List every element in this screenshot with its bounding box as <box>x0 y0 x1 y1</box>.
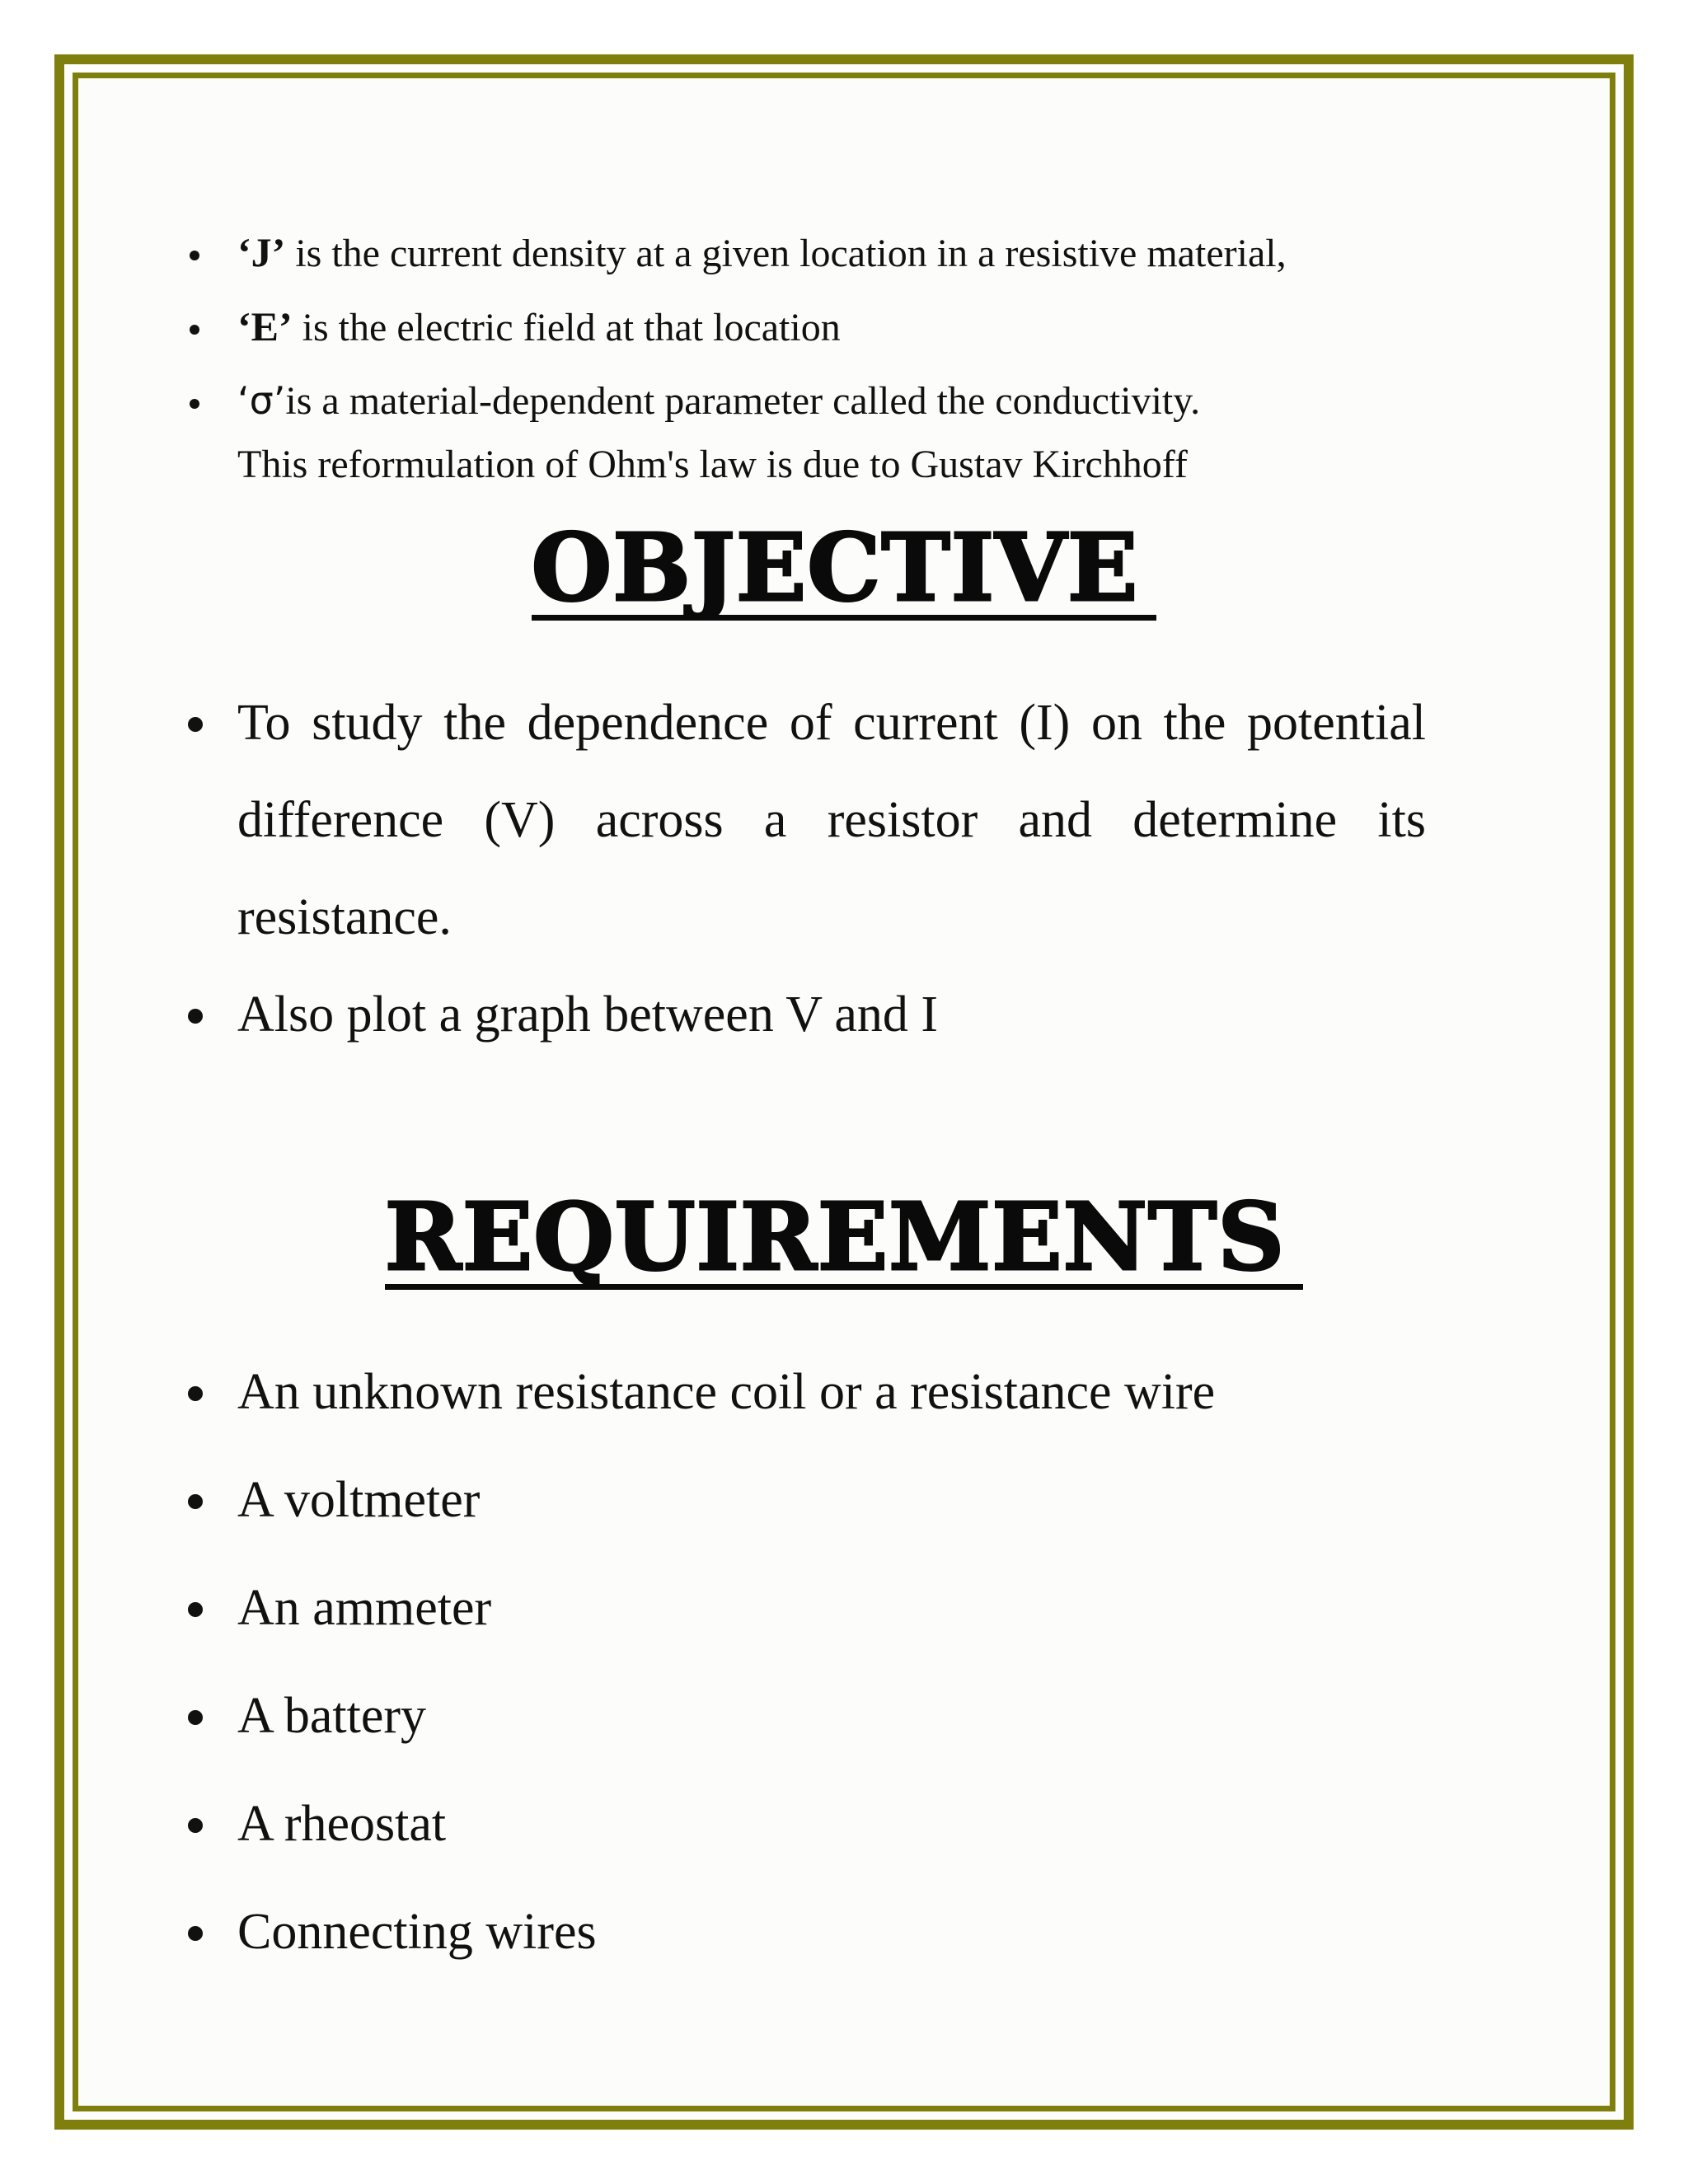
definition-text-sigma: is a material-dependent parameter called the conductivity. <box>285 379 1201 423</box>
symbol-sigma: ‘σ’ <box>237 378 286 423</box>
requirements-list <box>188 1338 1426 1986</box>
definition-text-j: is the current density at a given location in a resistive material, <box>285 232 1287 275</box>
requirement-item: A voltmeter <box>188 1446 1426 1554</box>
requirements-heading <box>0 1183 1688 1291</box>
symbol-j: ‘J’ <box>237 229 286 275</box>
objective-list <box>188 674 1426 1063</box>
requirement-item: An unknown resistance coil or a resistance wire <box>188 1338 1426 1446</box>
symbol-e: ‘E’ <box>237 303 293 349</box>
definition-note-wrap <box>188 437 1441 498</box>
objective-heading <box>0 514 1688 622</box>
requirement-item: A rheostat <box>188 1770 1426 1878</box>
definition-list <box>188 216 1441 438</box>
definition-item-j <box>188 216 1441 290</box>
definition-item-sigma <box>188 364 1441 438</box>
objective-item: Also plot a graph between V and I <box>188 966 1426 1063</box>
objective-item: To study the dependence of current (I) on the potential difference (V) across a resistor and determine its resistance. <box>188 674 1426 966</box>
requirement-item: A battery <box>188 1662 1426 1770</box>
definition-text-e: is the electric field at that location <box>292 306 841 349</box>
requirement-item: Connecting wires <box>188 1878 1426 1986</box>
requirements-heading-text: REQUIREMENTS <box>385 1192 1303 1290</box>
definition-item-e <box>188 290 1441 364</box>
requirement-item: An ammeter <box>188 1554 1426 1662</box>
definition-note: This reformulation of Ohm's law is due to Gustav Kirchhoff <box>237 443 1188 486</box>
objective-heading-text: OBJECTIVE <box>532 523 1157 621</box>
